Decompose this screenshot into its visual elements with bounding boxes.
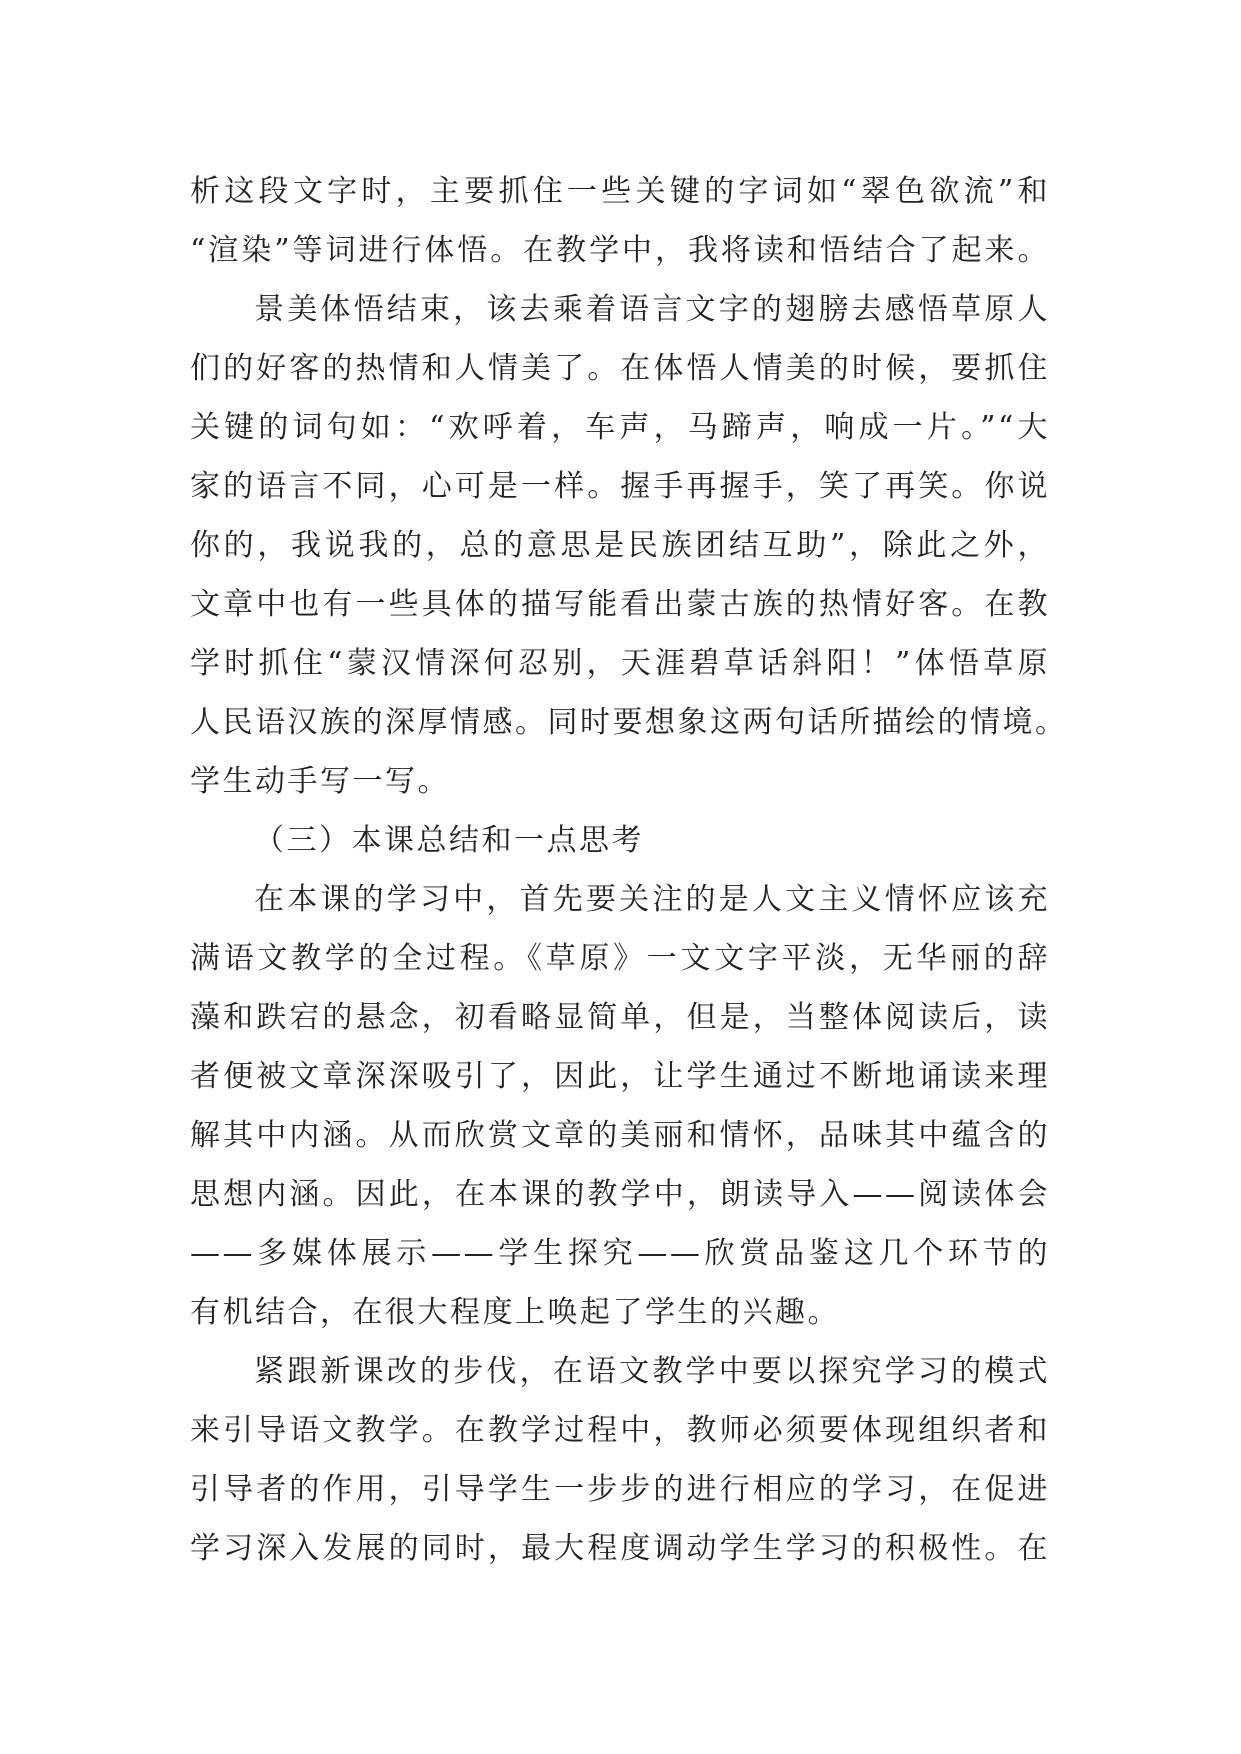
text-line: ——多媒体展示——学生探究——欣赏品鉴这几个环节的: [190, 1236, 1050, 1271]
text-line: 们的好客的热情和人情美了。在体悟人情美的时候，要抓住: [190, 351, 1050, 386]
text-line: 满语文教学的全过程。《草原》一文文字平淡，无华丽的辞: [190, 941, 1050, 976]
text-line: 解其中内涵。从而欣赏文章的美丽和情怀，品味其中蕴含的: [190, 1118, 1050, 1153]
text-line: 藻和跌宕的悬念，初看略显简单，但是，当整体阅读后，读: [190, 1000, 1050, 1035]
text-line: 学习深入发展的同时，最大程度调动学生学习的积极性。在: [190, 1531, 1050, 1566]
body-text: [190, 162, 1068, 1578]
text-line: 思想内涵。因此，在本课的教学中，朗读导入——阅读体会: [190, 1177, 1050, 1212]
text-line: 者便被文章深深吸引了，因此，让学生通过不断地诵读来理: [190, 1059, 1050, 1094]
text-line: 家的语言不同，心可是一样。握手再握手，笑了再笑。你说: [190, 469, 1050, 504]
text-line: 学时抓住“蒙汉情深何忍别，天涯碧草话斜阳！”体悟草原: [190, 646, 1050, 681]
text-line: 关键的词句如：“欢呼着，车声，马蹄声，响成一片。”“大: [190, 410, 1050, 445]
text-line: 人民语汉族的深厚情感。同时要想象这两句话所描绘的情境。: [190, 705, 1068, 740]
text-line: 析这段文字时，主要抓住一些关键的字词如“翠色欲流”和: [190, 174, 1050, 209]
text-line: 来引导语文教学。在教学过程中，教师必须要体现组织者和: [190, 1413, 1050, 1448]
paragraph-end-line: 有机结合，在很大程度上唤起了学生的兴趣。: [190, 1295, 840, 1330]
paragraph-end-line: 学生动手写一写。: [190, 764, 450, 799]
paragraph-start-line: 景美体悟结束，该去乘着语言文字的翅膀去感悟草原人: [254, 292, 1050, 327]
text-line: 引导者的作用，引导学生一步步的进行相应的学习，在促进: [190, 1472, 1050, 1507]
section-heading: （三）本课总结和一点思考: [254, 823, 644, 858]
paragraph-start-line: 紧跟新课改的步伐，在语文教学中要以探究学习的模式: [254, 1354, 1050, 1389]
text-line: 你的，我说我的，总的意思是民族团结互助”，除此之外，: [190, 528, 1050, 563]
text-line: “渲染”等词进行体悟。在教学中，我将读和悟结合了起来。: [190, 233, 1050, 268]
paragraph-start-line: 在本课的学习中，首先要关注的是人文主义情怀应该充: [254, 882, 1050, 917]
text-line: 文章中也有一些具体的描写能看出蒙古族的热情好客。在教: [190, 587, 1050, 622]
